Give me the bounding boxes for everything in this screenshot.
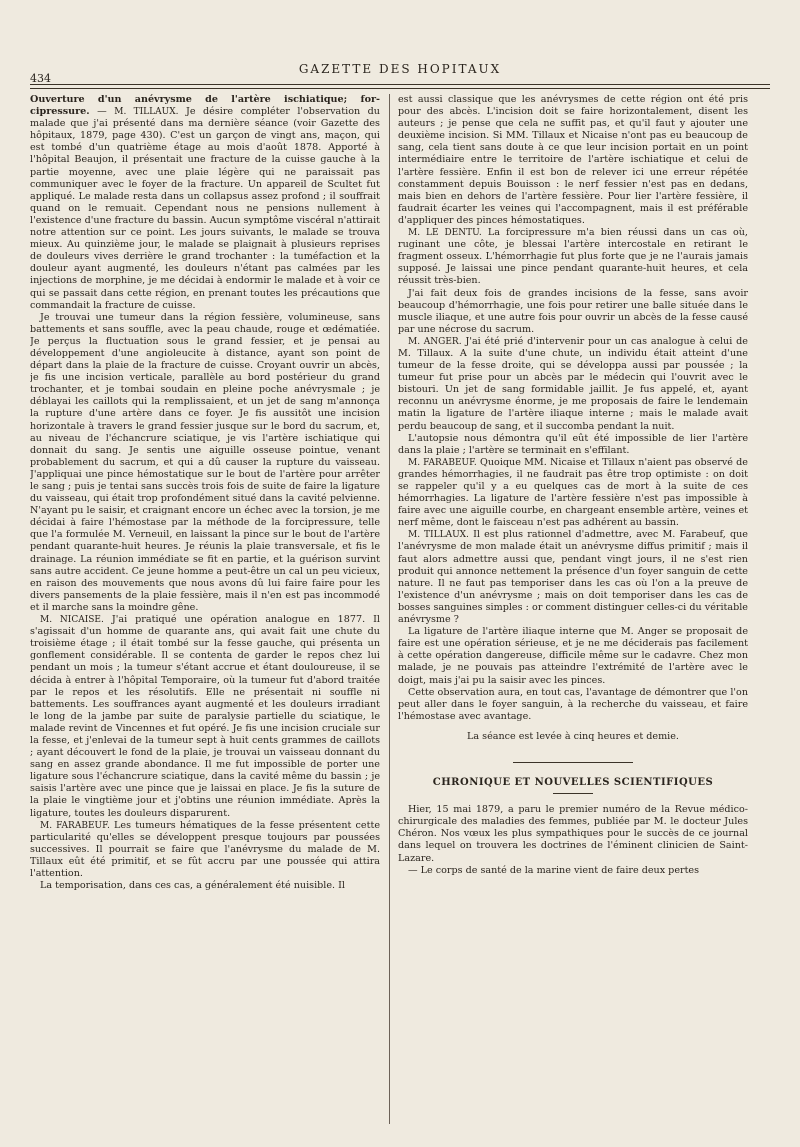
- article-paragraph: est aussi classique que les anévrysmes de cette région ont été pris pour des abcès. L'incision doit se faire horizontalement, disent les auteurs ; je pense que cela ne suffit pas, et qu'il faut y ajouter une deuxième incision. Si MM. Tillaux et Nicaise n'ont pas eu beaucoup de sang, cela tient sans doute à ce que leur incision portait en un point intermédiaire entre le territoire de l'artère ischiatique et celui de l'artère fessière. Enfin il est bon de relever ici une erreur répétée constamment depuis Bouisson : le nerf fessier n'est pas en dedans, mais bien en dehors de l'artère fessière. Pour lier l'artère fessière, il faudrait écarter les veines qui l'accompagnent, mais il est préférable d'appliquer des pinces hémostatiques.: [398, 94, 748, 226]
- running-title: GAZETTE DES HOPITAUX: [298, 62, 502, 76]
- article-paragraph: J'ai fait deux fois de grandes incisions de la fesse, sans avoir beaucoup d'hémorrhagie, une fois pour retirer une balle située dans le muscle iliaque, et une autre fois pour ouvrir un abcès de la fesse causé par une nécrose du sacrum.: [398, 287, 748, 335]
- article-title: Ouverture d'un anévrysme de l'artère ischiatique; for-cipressure.: [30, 94, 380, 118]
- speaker-name: M. FARABEUF.: [408, 457, 477, 468]
- session-closing: La séance est levée à cinq heures et demie.: [467, 730, 679, 742]
- article-paragraph: M. NICAISE. J'ai pratiqué une opération analogue en 1877. Il s'agissait d'un homme de quarante ans, qui avait fait une chute du troisième étage ; il était tombé sur la fesse gauche, qui présenta un gonflement considérable. Il se contenta de garder le repos chez lui pendant un mois ; la tumeur s'étant accrue et étant douloureuse, il se décida à entrer à l'hôpital Temporaire, où la tumeur fut d'abord traitée par le repos et les résolutifs. Elle ne présentait ni souffle ni battements. Les souffrances ayant augmenté et les douleurs irradiant le long de la jambe par suite de paralysie partielle du sciatique, le malade revint de Vincennes et fut opéré. Je fis une incision cruciale sur la fesse, et j'enlevai de la tumeur sept à huit cents grammes de caillots ; ayant découvert le fond de la plaie, je trouvai un vaisseau donnant du sang en assez grande abondance. Il me fut impossible de porter une ligature sous l'échancrure sciatique, dans la cavité même du bassin ; je saisis l'artère avec une pince que je laissai en place. Je fis la suture de la plaie le vingtième jour et j'obtins une réunion immédiate. Après la ligature, toutes les douleurs disparurent.: [30, 614, 380, 819]
- article-paragraph: M. ANGER. J'ai été prié d'intervenir pour un cas analogue à celui de M. Tillaux. A la suite d'une chute, un individu était atteint d'une tumeur de la fesse droite, qui se développa aussi par poussée ; la tumeur fut prise pour un abcès par le médecin qui l'ouvrit avec le bistouri. Un jet de sang formidable jaillit. Je fus appelé, et, ayant reconnu un anévrysme énorme, je me proposais de faire le lendemain matin la ligature de l'artère iliaque interne ; mais le malade avait perdu beaucoup de sang, et il succomba pendant la nuit.: [398, 335, 748, 432]
- article-paragraph: L'autopsie nous démontra qu'il eût été impossible de lier l'artère dans la plaie ; l'artère se terminait en s'effilant.: [398, 432, 748, 456]
- ornament-divider: [398, 755, 748, 767]
- article-paragraph: La temporisation, dans ces cas, a généralement été nuisible. Il: [40, 880, 345, 892]
- section-rule: [553, 793, 593, 794]
- speaker-name: M. FARABEUF.: [40, 820, 110, 831]
- section-heading: CHRONIQUE ET NOUVELLES SCIENTIFIQUES: [432, 777, 714, 789]
- article-paragraph: M. FARABEUF. Les tumeurs hématiques de la fesse présentent cette particularité qu'elles se développent presque toujours par poussées successives. Il pourrait se faire que l'anévrysme du malade de M. Tillaux eût été primitif, et se fût accru par une poussée qui attira l'attention.: [30, 819, 380, 879]
- article-paragraph: M. FARABEUF. Quoique MM. Nicaise et Tillaux n'aient pas observé de grandes hémorrhagies, il ne faudrait pas être trop optimiste : on doit se rappeler qu'il y a eu quelques cas de mort à la suite de ces hémorrhagies. La ligature de l'artère fessière n'est pas impossible à faire avec une aiguille courbe, en chargeant ensemble artère, veines et nerf même, dont le faisceau n'est pas adhérent au bassin.: [398, 456, 748, 529]
- article-paragraph: Hier, 15 mai 1879, a paru le premier numéro de la Revue médico-chirurgicale des maladies des femmes, publiée par M. le docteur Jules Chéron. Nos vœux les plus sympathiques pour le succès de ce journal dans lequel on trouvera les doctrines de l'éminent clinicien de Saint-Lazare.: [398, 804, 748, 864]
- article-paragraph: M. LE DENTU. La forcipressure m'a bien réussi dans un cas où, ruginant une côte, je blessai l'artère intercostale en retirant le fragment osseux. L'hémorrhagie fut plus forte que je ne l'aurais jamais supposé. Je laissai une pince pendant quarante-huit heures, et cela réussit très-bien.: [398, 227, 748, 287]
- header-rule-thick: [30, 84, 770, 85]
- speaker-name: M. LE DENTU.: [408, 228, 482, 239]
- article-paragraph: — Le corps de santé de la marine vient de faire deux pertes: [408, 864, 700, 876]
- article-paragraph: M. TILLAUX. Il est plus rationnel d'admettre, avec M. Farabeuf, que l'anévrysme de mon malade était un anévrysme diffus primitif ; mais il faut alors admettre aussi que, pendant vingt jours, il ne s'est rien produit qui annonce nettement la présence d'un foyer sanguin de cette nature. Il ne faut pas temporiser dans les cas où l'on a la preuve de l'existence d'un anévrysme ; mais on doit temporiser dans les cas de bosses sanguines simples : or comment distinguer celles-ci du véritable anévrysme ?: [398, 529, 748, 626]
- page-number: 434: [30, 72, 51, 85]
- article-paragraph: Cette observation aura, en tout cas, l'avantage de démontrer que l'on peut aller dans le foyer sanguin, à la recherche du vaisseau, et faire l'hémostase avec avantage.: [398, 686, 748, 722]
- article-paragraph: La ligature de l'artère iliaque interne que M. Anger se proposait de faire est une opération sérieuse, et je ne me déciderais pas facilement à cette opération dangereuse, difficile même sur le cadavre. Chez mon malade, je ne pouvais pas atteindre l'extrémité de l'artère avec le doigt, mais j'ai pu la saisir avec les pinces.: [398, 626, 748, 686]
- speaker-name: M. NICAISE.: [40, 615, 104, 626]
- column-divider: [389, 94, 390, 1124]
- article-paragraph: Je trouvai une tumeur dans la région fessière, volumineuse, sans battements et sans souffle, avec la peau chaude, rouge et œdématiée. Je perçus la fluctuation sous le grand fessier, et je pensai au développement d'une angioleucite à distance, ayant son point de départ dans la plaie de la fracture de cuisse. Croyant ouvrir un abcès, je fis une incision verticale, parallèle au bord postérieur du grand trochanter, et je tombai soudain en pleine poche anévrysmale ; je déblayai les caillots qui la remplissaient, et un jet de sang m'annonça la rupture d'une artère dans ce foyer. Je fis aussitôt une incision horizontale à travers le grand fessier jusque sur le bord du sacrum, et, au niveau de l'échancrure sciatique, je vis l'artère ischiatique qui donnait du sang. Je sentis une aiguille osseuse pointue, venant probablement du sacrum, et qui a dû causer la rupture du vaisseau. J'appliquai une pince hémostatique sur le bout de l'artère pour arrêter le sang ; puis je tentai sans succès trois fois de suite de faire la ligature du vaisseau, qui était trop profondément situé dans la cavité pelvienne. N'ayant pu le saisir, et craignant encore un échec avec la torsion, je me décidai à faire l'hémostase par la méthode de la forcipressure, telle que l'a formulée M. Verneuil, en laissant la pince sur le bout de l'artère pendant quarante-huit heures. Je réunis la plaie transversale, et fis le drainage. La réunion immédiate se fit en partie, et la guérison survint sans autre accident. Ce jeune homme a peut-être un cal un peu vicieux, en raison des mouvements que nous avons dû lui faire faire pour les divers pansements de la plaie fessière, mais il n'en est pas incommodé et il marche sans la moindre gêne.: [30, 311, 380, 613]
- speaker-name: M. TILLAUX.: [114, 107, 179, 118]
- speaker-name: M. ANGER.: [408, 336, 462, 347]
- speaker-name: M. TILLAUX.: [408, 530, 469, 541]
- left-column: [30, 94, 380, 1134]
- header-rule-thin: [30, 88, 770, 89]
- article-paragraph: Ouverture d'un anévrysme de l'artère ischiatique; for-cipressure. — M. TILLAUX. Je désire compléter l'observation du malade que j'ai présenté dans ma dernière séance (voir Gazette des hôpitaux, 1879, page 430). C'est un garçon de vingt ans, maçon, qui est tombé d'un quatrième étage au mois d'août 1878. Apporté à l'hôpital Beaujon, il présentait une fracture de la cuisse gauche à la partie moyenne, avec une plaie légère qui ne paraissait pas communiquer avec le foyer de la fracture. Un appareil de Scultet fut appliqué. Le malade resta dans un collapsus assez profond ; il souffrait quand on le remuait. Cependant nous ne pensions nullement à l'existence d'une fracture du bassin. Aucun symptôme viscéral n'attirait notre attention sur ce point. Les jours suivants, le malade se trouva mieux. Au quinzième jour, le malade se plaignait à plusieurs reprises de douleurs vives derrière le grand trochanter : la tuméfaction et la douleur ayant augmenté, les douleurs n'étant pas calmées par les injections de morphine, je me décidai à endormir le malade et à voir ce qui se passait dans cette région, en prenant toutes les précautions que commandait la fracture de cuisse.: [30, 94, 380, 311]
- right-column: [398, 94, 748, 1134]
